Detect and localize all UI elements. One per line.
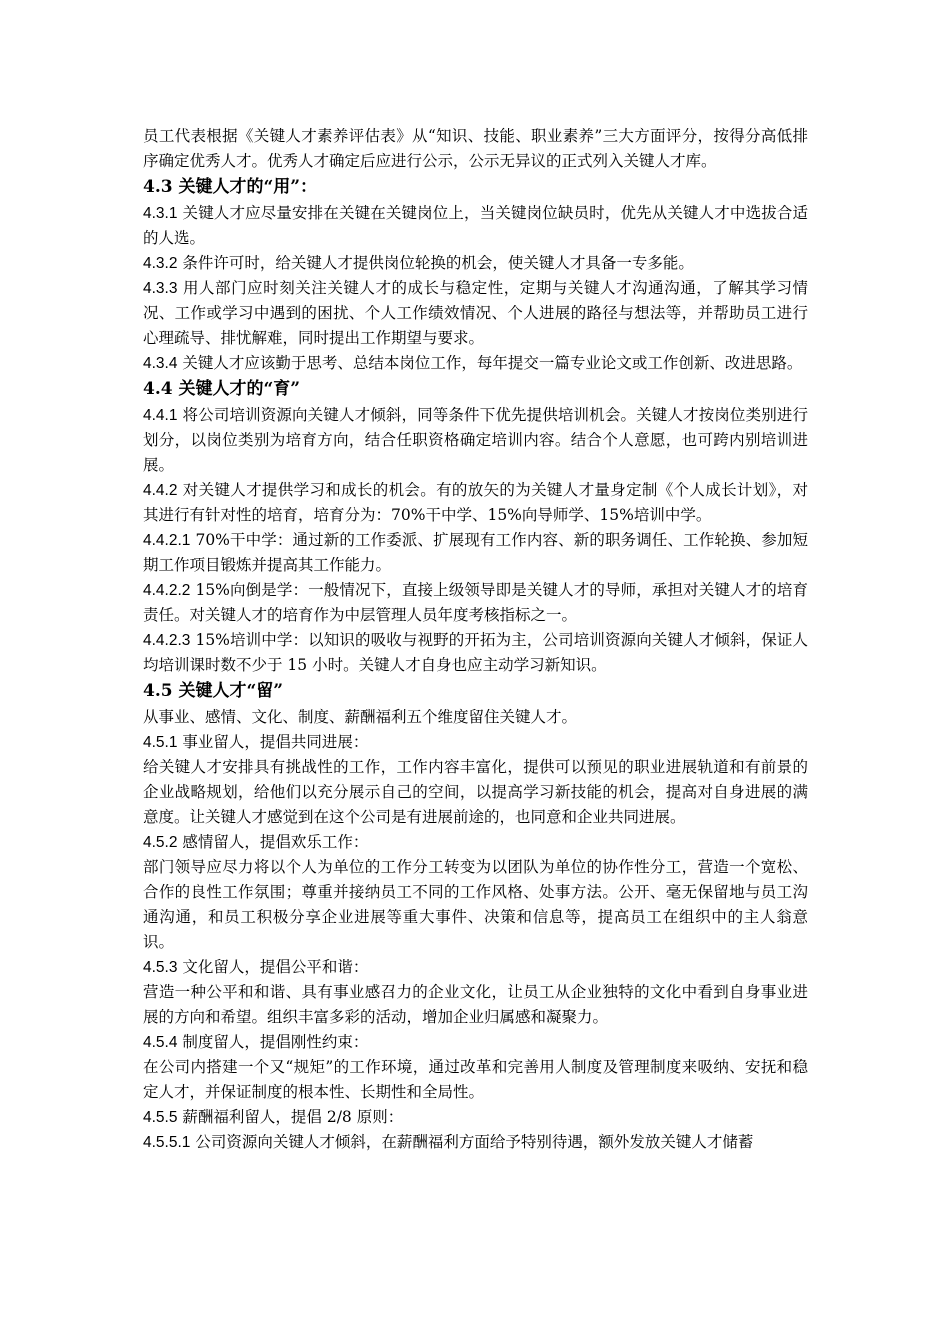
clause-text: 关键人才应该勤于思考、总结本岗位工作，每年提交一篇专业论文或工作创新、改进思路。: [177, 354, 803, 372]
clause-text: 感情留人，提倡欢乐工作：: [177, 833, 369, 851]
clause-text: 将公司培训资源向关键人才倾斜，同等条件下优先提供培训机会。关键人才按岗位类别进行划分，以岗位类别为培育方向，结合任职资格确定培训内容。结合个人意愿，也可跨内别培训进展。: [143, 406, 808, 474]
paragraph: [143, 1055, 808, 1105]
paragraph: [143, 1105, 808, 1130]
paragraph: [143, 124, 808, 174]
paragraph: [143, 403, 808, 478]
clause-number: 4.4.2.3: [143, 632, 191, 649]
paragraph: [143, 351, 808, 376]
paragraph: [143, 201, 808, 251]
clause-number: 4.5.1: [143, 734, 178, 751]
clause-number: 4.5.5.1: [143, 1134, 191, 1151]
section-heading: [143, 174, 808, 201]
clause-number: 4.5.4: [143, 1034, 178, 1051]
clause-text: 文化留人，提倡公平和谐：: [177, 958, 369, 976]
clause-text: 薪酬福利留人，提倡 2/8 原则：: [177, 1108, 404, 1126]
clause-number: 4.5.5: [143, 1109, 178, 1126]
paragraph: [143, 705, 808, 730]
paragraph: [143, 1030, 808, 1055]
section-heading: [143, 376, 808, 403]
paragraph: [143, 955, 808, 980]
clause-number: 4.3.2: [143, 255, 178, 272]
paragraph: [143, 830, 808, 855]
clause-number: 4.3.1: [143, 205, 178, 222]
paragraph: [143, 251, 808, 276]
paragraph: [143, 755, 808, 830]
clause-text: 15%培训中学：以知识的吸收与视野的开拓为主，公司培训资源向关键人才倾斜，保证人均培训课时数不少于 15 小时。关键人才自身也应主动学习新知识。: [143, 631, 808, 674]
clause-number: 4.4.2.1: [143, 532, 191, 549]
paragraph: [143, 855, 808, 955]
clause-text: 给关键人才安排具有挑战性的工作，工作内容丰富化，提供可以预见的职业进展轨道和有前景的企业战略规划，给他们以充分展示自己的空间，以提高学习新技能的机会，提高对自身进展的满意度。让关键人才感觉到在这个公司是有进展前途的，也同意和企业共同进展。: [143, 758, 808, 826]
clause-text: 营造一种公平和和谐、具有事业感召力的企业文化，让员工从企业独特的文化中看到自身事业进展的方向和希望。组织丰富多彩的活动，增加企业归属感和凝聚力。: [143, 983, 808, 1026]
clause-text: 条件许可时，给关键人才提供岗位轮换的机会，使关键人才具备一专多能。: [177, 254, 694, 272]
clause-number: 4.5.2: [143, 834, 178, 851]
clause-number: 4.4.2: [143, 482, 178, 499]
paragraph: [143, 478, 808, 528]
clause-text: 关键人才“留”: [172, 681, 284, 701]
clause-text: 关键人才应尽量安排在关键在关键岗位上，当关键岗位缺员时，优先从关键人才中选拔合适的人选。: [143, 204, 808, 247]
clause-number: 4.3: [143, 177, 173, 197]
paragraph: [143, 276, 808, 351]
clause-text: 15%向倒是学：一般情况下，直接上级领导即是关键人才的导师，承担对关键人才的培育责任。对关键人才的培育作为中层管理人员年度考核指标之一。: [143, 581, 808, 624]
clause-number: 4.5.3: [143, 959, 178, 976]
clause-text: 部门领导应尽力将以个人为单位的工作分工转变为以团队为单位的协作性分工，营造一个宽松、合作的良性工作氛围；尊重并接纳员工不同的工作风格、处事方法。公开、毫无保留地与员工沟通沟通，和员工积极分享企业进展等重大事件、决策和信息等，提高员工在组织中的主人翁意识。: [143, 858, 808, 951]
clause-number: 4.4.1: [143, 407, 178, 424]
clause-text: 70%干中学：通过新的工作委派、扩展现有工作内容、新的职务调任、工作轮换、参加短期工作项目锻炼并提高其工作能力。: [143, 531, 808, 574]
clause-text: 关键人才的“育”: [172, 379, 301, 399]
document-page: [143, 124, 808, 1155]
clause-text: 事业留人，提倡共同进展：: [177, 733, 369, 751]
clause-number: 4.4: [143, 379, 173, 399]
clause-number: 4.5: [143, 681, 173, 701]
clause-text: 公司资源向关键人才倾斜，在薪酬福利方面给予特别待遇，额外发放关键人才储蓄: [190, 1133, 754, 1151]
section-heading: [143, 678, 808, 705]
paragraph: [143, 528, 808, 578]
clause-number: 4.4.2.2: [143, 582, 191, 599]
clause-text: 从事业、感情、文化、制度、薪酬福利五个维度留住关键人才。: [143, 708, 578, 726]
paragraph: [143, 628, 808, 678]
clause-text: 对关键人才提供学习和成长的机会。有的放矢的为关键人才量身定制《个人成长计划》，对其进行有针对性的培育，培育分为：70%干中学、15%向导师学、15%培训中学。: [143, 481, 808, 524]
paragraph: [143, 578, 808, 628]
clause-number: 4.3.4: [143, 355, 178, 372]
clause-text: 用人部门应时刻关注关键人才的成长与稳定性，定期与关键人才沟通沟通，了解其学习情况、工作或学习中遇到的困扰、个人工作绩效情况、个人进展的路径与想法等，并帮助员工进行心理疏导、排忧解难，同时提出工作期望与要求。: [143, 279, 808, 347]
clause-text: 员工代表根据《关键人才素养评估表》从“知识、技能、职业素养”三大方面评分，按得分高低排序确定优秀人才。优秀人才确定后应进行公示，公示无异议的正式列入关键人才库。: [143, 127, 808, 170]
clause-text: 关键人才的“用”：: [172, 177, 318, 197]
clause-text: 制度留人，提倡刚性约束：: [177, 1033, 369, 1051]
clause-number: 4.3.3: [143, 280, 178, 297]
paragraph: [143, 980, 808, 1030]
paragraph: [143, 730, 808, 755]
clause-text: 在公司内搭建一个又“规矩”的工作环境，通过改革和完善用人制度及管理制度来吸纳、安抚和稳定人才，并保证制度的根本性、长期性和全局性。: [143, 1058, 808, 1101]
paragraph: [143, 1130, 808, 1155]
